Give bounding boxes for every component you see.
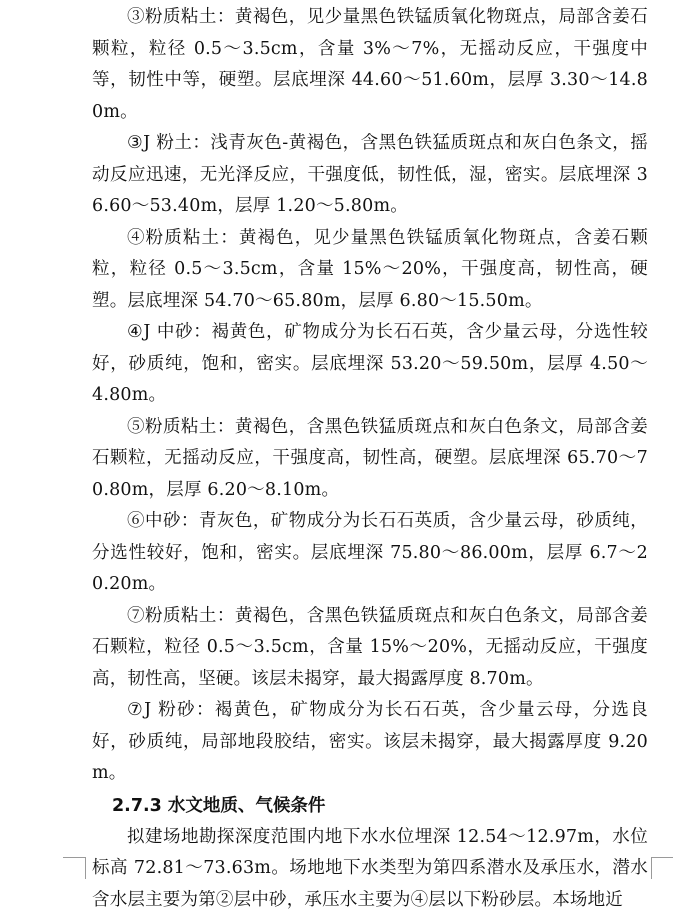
margin-corner-mark-right [651,857,673,879]
paragraph-layer-4j: ④J 中砂：褐黄色，矿物成分为长石石英，含少量云母，分选性较好，砂质纯，饱和，密实。层底埋深 53.20～59.50m，层厚 4.50～4.80m。 [92,317,648,412]
paragraph-layer-3j: ③J 粉土：浅青灰色-黄褐色，含黑色铁猛质斑点和灰白色条文，摇动反应迅速，无光泽反应，干强度低，韧性低，湿，密实。层底埋深 36.60～53.40m，层厚 1.20～5.80m。 [92,128,648,223]
paragraph-layer-7: ⑦粉质粘土：黄褐色，含黑色铁猛质斑点和灰白色条文，局部含姜石颗粒，粒径 0.5～3.5cm，含量 15%～20%，无摇动反应，干强度高，韧性高，坚硬。该层未揭穿，最大揭露厚度 8.70m。 [92,601,648,696]
document-body [92,2,648,916]
margin-corner-mark-left [63,857,85,879]
paragraph-layer-3: ③粉质粘土：黄褐色，见少量黑色铁锰质氧化物斑点，局部含姜石颗粒，粒径 0.5～3.5cm，含量 3%～7%，无摇动反应，干强度中等，韧性中等，硬塑。层底埋深 44.60～51.60m，层厚 3.30～14.80m。 [92,2,648,128]
paragraph-hydrogeology: 拟建场地勘探深度范围内地下水水位埋深 12.54～12.97m，水位标高 72.81～73.63m。场地地下水类型为第四系潜水及承压水，潜水含水层主要为第②层中砂，承压水主要为④层以下粉砂层。本场地近 [92,822,648,916]
paragraph-layer-7j: ⑦J 粉砂：褐黄色，矿物成分为长石石英，含少量云母，分选良好，砂质纯，局部地段胶结，密实。该层未揭穿，最大揭露厚度 9.20m。 [92,695,648,790]
paragraph-layer-6: ⑥中砂：青灰色，矿物成分为长石石英质，含少量云母，砂质纯，分选性较好，饱和，密实。层底埋深 75.80～86.00m，层厚 6.7～20.20m。 [92,506,648,601]
section-heading: 2.7.3 水文地质、气候条件 [92,790,648,822]
paragraph-layer-4: ④粉质粘土：黄褐色，见少量黑色铁锰质氧化物斑点，含姜石颗粒，粒径 0.5～3.5cm，含量 15%～20%，干强度高，韧性高，硬塑。层底埋深 54.70～65.80m，层厚 6.80～15.50m。 [92,223,648,318]
paragraph-layer-5: ⑤粉质粘土：黄褐色，含黑色铁猛质斑点和灰白色条文，局部含姜石颗粒，无摇动反应，干强度高，韧性高，硬塑。层底埋深 65.70～70.80m，层厚 6.20～8.10m。 [92,412,648,507]
